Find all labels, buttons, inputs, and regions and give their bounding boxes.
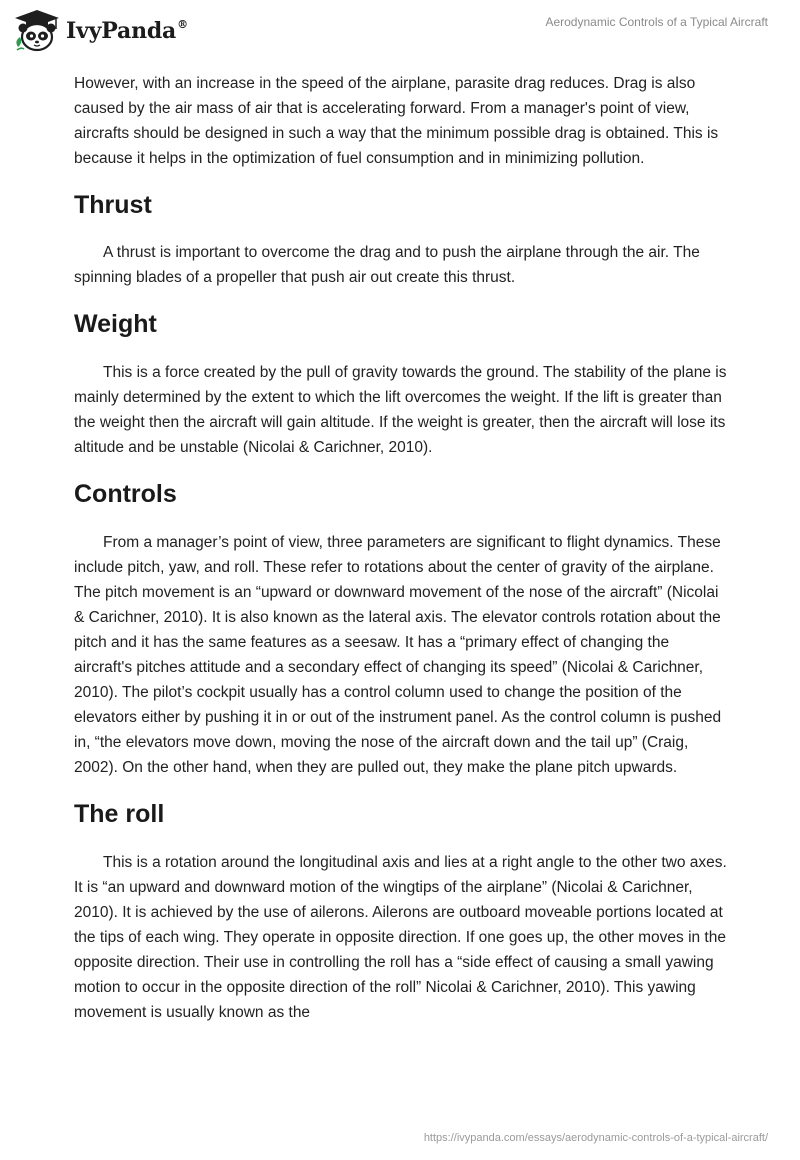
section-heading-roll: The roll <box>74 800 165 828</box>
brand-logo[interactable] <box>12 9 188 53</box>
section-heading-weight: Weight <box>74 310 157 338</box>
panda-graduate-logo-icon <box>12 9 62 53</box>
section-heading-thrust: Thrust <box>74 191 152 219</box>
intro-paragraph: However, with an increase in the speed of the airplane, parasite drag reduces. Drag is also caused by the air mass of air that is accelerating forward. From a manager's point of view, aircrafts should be designed in such a way that the minimum possible drag is obtained. This is because it helps in the optimization of fuel consumption and in minimizing pollution. <box>74 75 719 167</box>
document-title: Aerodynamic Controls of a Typical Aircraft <box>545 15 768 29</box>
section-paragraph-controls: From a manager’s point of view, three parameters are significant to flight dynamics. These include pitch, yaw, and roll. These refer to rotations about the center of gravity of the airplane. The pitch movement is an “upward or downward movement of the nose of the aircraft” (Nicolai & Carichner, 2010). It is also known as the lateral axis. The elevator controls rotation about the pitch and it has the same features as a seesaw. It has a “primary effect of changing the aircraft's pitches attitude and a secondary effect of changing its speed” (Nicolai & Carichner, 2010). The pilot’s cockpit usually has a control column used to change the position of the elevators either by pushing it in or out of the instrument panel. As the control column is pushed in, “the elevators move down, moving the nose of the aircraft down and the tail up” (Craig, 2002). On the other hand, when they are pulled out, they make the plane pitch upwards. <box>74 534 722 776</box>
article-body <box>74 71 730 1025</box>
brand-name: IvyPanda® <box>66 18 188 44</box>
source-url[interactable]: https://ivypanda.com/essays/aerodynamic-controls-of-a-typical-aircraft/ <box>423 1132 768 1144</box>
section-paragraph-weight: This is a force created by the pull of gravity towards the ground. The stability of the plane is mainly determined by the extent to which the lift overcomes the weight. If the lift is greater than the weight then the aircraft will gain altitude. If the weight is greater, then the aircraft will lose its altitude and be unstable (Nicolai & Carichner, 2010). <box>74 364 727 456</box>
registered-mark: ® <box>177 18 188 31</box>
section-paragraph-roll: This is a rotation around the longitudinal axis and lies at a right angle to the other two axes. It is “an upward and downward motion of the wingtips of the airplane” (Nicolai & Carichner, 2010). It is achieved by the use of ailerons. Ailerons are outboard moveable portions located at the tips of each wing. They operate in opposite direction. If one goes up, the other moves in the opposite direction. Their use in controlling the roll has a “side effect of causing a small yawing motion to occur in the opposite direction of the roll” Nicolai & Carichner, 2010). This yawing movement is usually known as the <box>74 854 727 1021</box>
section-heading-controls: Controls <box>74 480 177 508</box>
page-header <box>0 0 800 62</box>
section-paragraph-thrust: A thrust is important to overcome the drag and to push the airplane through the air. The spinning blades of a propeller that push air out create this thrust. <box>74 244 700 286</box>
